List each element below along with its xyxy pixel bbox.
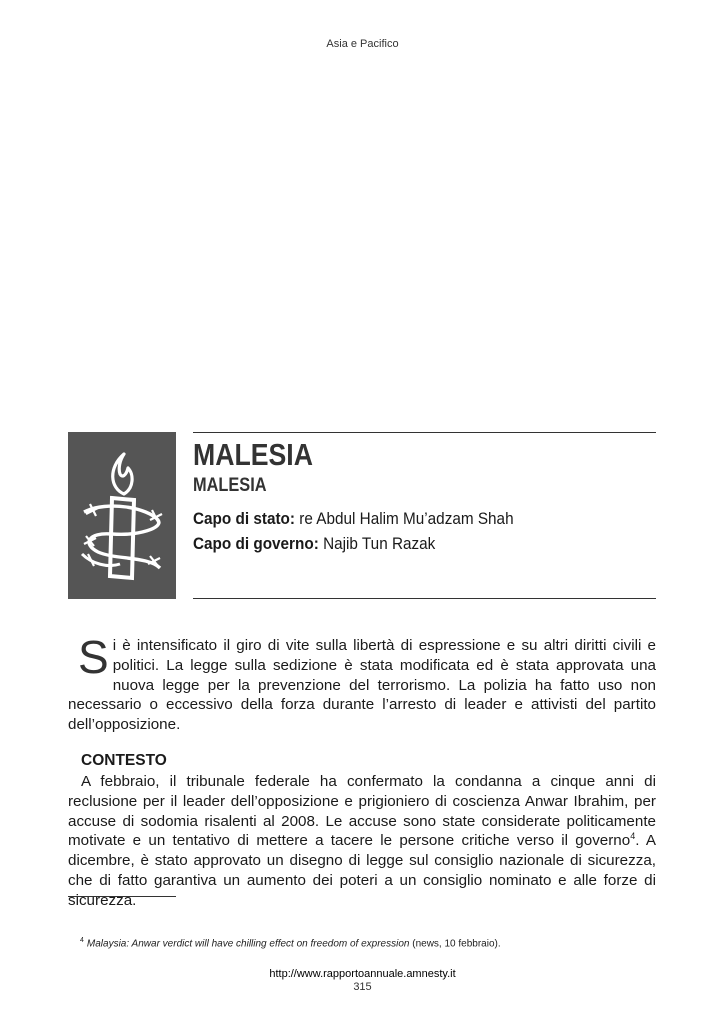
head-of-government [193,534,435,554]
running-header: Asia e Pacifico [326,38,399,50]
head-of-state [193,509,514,529]
footnote-title: Malaysia: Anwar verdict will have chilling effect on freedom of expression [86,938,410,950]
footnote-reference[interactable]: 4 [630,831,636,842]
header-rule-top [193,432,656,433]
head-of-state-label: Capo di stato: [193,509,296,528]
footer-url[interactable]: http://www.rapportoannuale.amnesty.it [269,968,456,980]
footnote-number: 4 [80,937,84,944]
intro-paragraph [68,631,656,735]
candle-barbed-wire-icon [68,432,176,599]
head-of-government-label: Capo di governo: [193,534,319,553]
intro-text: i è intensificato il giro di vite sulla libertà di espressione e su altri diritti civili e politici. La legge sulla sedizione è stata modificata ed è stata approvata una nuova legge per la prevenzione del terrorismo. La polizia ha fatto uso non necessario o eccessivo della forza durante l’arresto di leader e attivisti del partito dell’opposizione. [68,637,656,734]
head-of-state-value: re Abdul Halim Mu’adzam Shah [299,509,514,528]
drop-cap: S [78,631,109,683]
page-number: 315 [353,981,372,993]
context-paragraph [68,772,656,911]
footnote-source: (news, 10 febbraio). [409,938,501,950]
header-rule-bottom [193,598,656,599]
country-title: MALESIA [193,437,313,472]
country-subtitle: MALESIA [193,475,267,496]
context-text-2: . A dicembre, è stato approvato un disegno di legge sul consiglio nazionale di sicurezza, che di fatto garantiva un aumento dei poteri a un consiglio nominato e alle forze di sicurezza. [68,832,656,909]
head-of-government-value: Najib Tun Razak [323,534,436,553]
footnote-rule [68,896,176,897]
context-text-1: A febbraio, il tribunale federale ha confermato la condanna a cinque anni di reclusione per il leader dell’opposizione e prigioniero di coscienza Anwar Ibrahim, per accuse di sodomia risalenti al 2008. Le accuse sono state considerate politicamente motivate e un tentativo di mettere a tacere le persone critiche verso il governo [68,773,656,850]
amnesty-logo [68,432,176,599]
section-heading-context: CONTESTO [81,752,167,769]
footnote [80,937,501,949]
